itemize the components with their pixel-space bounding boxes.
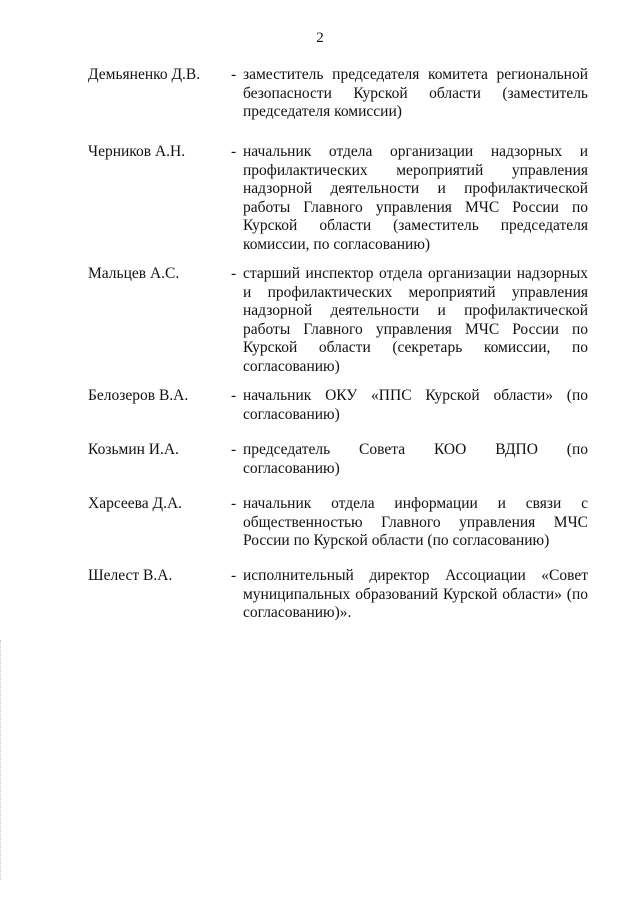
- member-name: Белозеров В.А.: [88, 387, 189, 404]
- member-name: Харсеева Д.А.: [88, 495, 183, 512]
- member-entry: [88, 66, 588, 122]
- member-role: председатель Совета КОО ВДПО (по согласованию): [243, 441, 588, 477]
- member-role: исполнительный директор Ассоциации «Совет муниципальных образований Курской области» (по согласованию)».: [243, 567, 588, 622]
- member-name: Козьмин И.А.: [88, 441, 179, 458]
- member-entry: [88, 143, 588, 255]
- member-dash: -: [231, 265, 237, 282]
- member-entry: [88, 265, 588, 377]
- member-name: Черников А.Н.: [88, 143, 186, 160]
- member-role: старший инспектор отдела организации надзорных и профилактических мероприятий управления надзорной деятельности и профилактической работы Главного управления МЧС России по Курской области (секретарь комиссии, по согласованию): [243, 265, 588, 375]
- member-entry: [88, 387, 588, 424]
- member-dash: -: [231, 567, 237, 584]
- member-name: Шелест В.А.: [88, 567, 173, 584]
- scan-edge-marks: [0, 640, 4, 880]
- member-dash: -: [231, 441, 237, 458]
- member-name: Мальцев А.С.: [88, 265, 180, 282]
- member-role: заместитель председателя комитета региональной безопасности Курской области (заместитель председателя комиссии): [243, 66, 588, 121]
- member-entry: [88, 441, 588, 478]
- member-role: начальник ОКУ «ППС Курской области» (по согласованию): [243, 387, 588, 423]
- page-number: 2: [316, 30, 324, 46]
- member-dash: -: [231, 387, 237, 404]
- member-entry: [88, 567, 588, 623]
- member-name: Демьяненко Д.В.: [88, 66, 201, 83]
- member-entry: [88, 495, 588, 551]
- member-role: начальник отдела организации надзорных и профилактических мероприятий управления надзорной деятельности и профилактической работы Главного управления МЧС России по Курской области (заместитель председателя комиссии, по согласованию): [243, 143, 588, 253]
- member-dash: -: [231, 66, 237, 83]
- member-role: начальник отдела информации и связи с общественностью Главного управления МЧС России по Курской области (по согласованию): [243, 495, 588, 550]
- member-dash: -: [231, 143, 237, 160]
- member-dash: -: [231, 495, 237, 512]
